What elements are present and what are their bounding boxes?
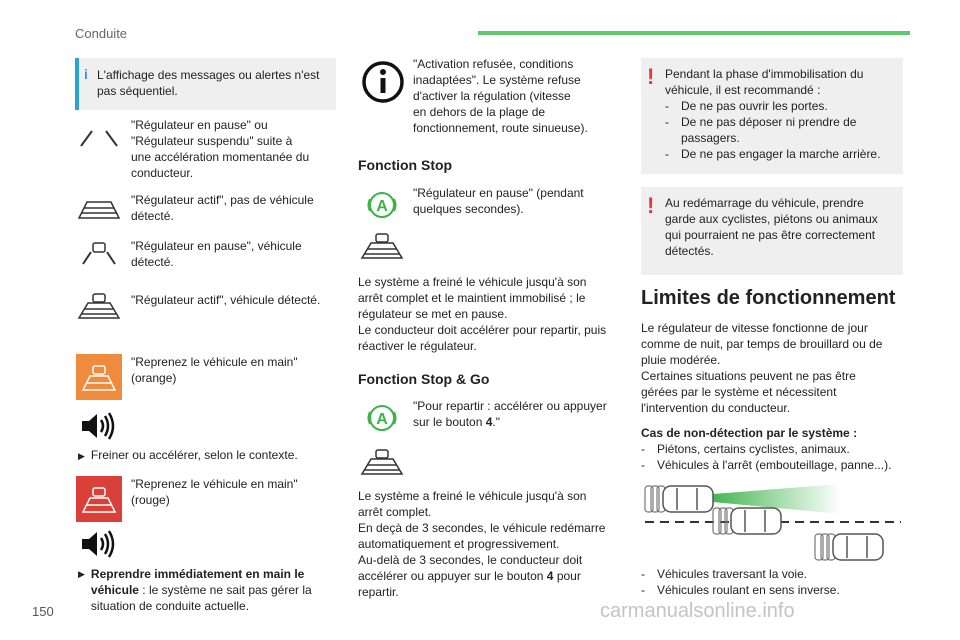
stopgo-paragraph: Le système a freiné le véhicule jusqu'à son arrêt complet. En deçà de 3 secondes, le véhicule redémarre automatiquement et progressivement. Au-delà de 3 secondes, le conducteur doit accélérer ou appuyer sur le bouton 4 pour repartir. xyxy=(358,489,606,599)
a-green-icon xyxy=(365,190,399,220)
speaker-icon xyxy=(80,530,118,558)
section-title: Conduite xyxy=(75,26,128,41)
item-pause-vehicule: "Régulateur en pause", véhicule détecté. xyxy=(131,239,302,269)
arrow-bullet-icon: ▶ xyxy=(78,569,85,579)
info-bar xyxy=(75,58,79,110)
nondetect-section: Cas de non-détection par le système : - Piétons, certains cyclistes, animaux. - Véhicules à l'arrêt (embouteillage, panne...). xyxy=(641,426,892,472)
lane-lines-icon xyxy=(75,128,123,148)
stop-paragraph: Le système a freiné le véhicule jusqu'à son arrêt complet et le maintient immobilisé ; le régulateur se met en pause. Le conducteur doit accélérer pour repartir, puis réactiver le régulateur. xyxy=(358,275,607,353)
activation-refused-text: "Activation refusée, conditions inadaptées". Le système refuse d'activer la régulation (vitesse en dehors de la plage de fonctionnement, route sinueuse). xyxy=(413,57,588,135)
warning-text: Au redémarrage du véhicule, prendre garde aux cyclistes, piétons ou animaux qui pourraient ne pas être correctement détectés. xyxy=(665,196,878,258)
a-green-icon xyxy=(365,403,399,433)
warning-text: Pendant la phase d'immobilisation du véhicule, il est recommandé : - De ne pas ouvrir les portes. - De ne pas déposer ni prendre de passagers. - De ne pas engager la marche arrière. xyxy=(665,67,881,161)
radar-cars-illustration xyxy=(641,480,905,566)
item-regulateur-pause: "Régulateur en pause" ou "Régulateur suspendu" suite à une accélération momentanée du conducteur. xyxy=(131,118,310,180)
bullet-freiner: ▶ Freiner ou accélérer, selon le contexte. xyxy=(78,448,298,462)
bottom-list: - Véhicules traversant la voie. - Véhicules roulant en sens inverse. xyxy=(641,567,840,597)
svg-text:A: A xyxy=(376,198,388,215)
stop-message: "Régulateur en pause" (pendant quelques secondes). xyxy=(413,186,584,216)
watermark: carmanualsonline.info xyxy=(600,600,795,622)
lane-road-active-icon xyxy=(75,198,123,220)
limits-title: Limites de fonctionnement xyxy=(641,287,896,309)
header-accent-bar xyxy=(478,31,910,35)
warning-icon: ! xyxy=(647,64,655,89)
bullet-reprendre: ▶ Reprendre immédiatement en main le véhicule : le système ne sait pas gérer la situation de conduite actuelle. xyxy=(78,567,312,613)
warning-icon: ! xyxy=(647,193,655,218)
takeover-orange-icon xyxy=(76,354,122,400)
warning-box-redemarrage xyxy=(641,187,903,275)
item-actif-vehicule: "Régulateur actif", véhicule détecté. xyxy=(131,293,321,307)
vehicle-stopped-icon xyxy=(358,448,406,476)
vehicle-ahead-pause-icon xyxy=(75,240,123,266)
item-reprenez-orange: "Reprenez le véhicule en main" (orange) xyxy=(131,355,298,385)
fonction-stop-title: Fonction Stop xyxy=(358,157,453,173)
stopgo-message: "Pour repartir : accélérer ou appuyer sur le bouton 4." xyxy=(413,399,607,429)
warning-box-immobilisation xyxy=(641,58,903,174)
info-note-box xyxy=(75,58,336,110)
arrow-bullet-icon: ▶ xyxy=(78,451,85,461)
info-icon: i xyxy=(84,66,88,82)
svg-text:A: A xyxy=(376,411,388,428)
speaker-icon xyxy=(80,412,118,440)
vehicle-ahead-active-icon xyxy=(75,292,123,320)
takeover-red-icon xyxy=(76,476,122,522)
item-reprenez-rouge: "Reprenez le véhicule en main" (rouge) xyxy=(131,477,298,507)
vehicle-stopped-icon xyxy=(358,232,406,260)
page-number: 150 xyxy=(32,604,54,619)
item-regulateur-actif: "Régulateur actif", pas de véhicule détecté. xyxy=(131,193,314,223)
limits-paragraph: Le régulateur de vitesse fonctionne de jour comme de nuit, par temps de brouillard ou de pluie modérée. Certaines situations peuvent ne pas être gérées par le système et nécessitent l'intervention du conducteur. xyxy=(641,321,883,415)
activation-refused-icon xyxy=(361,60,405,104)
info-note-text: L'affichage des messages ou alertes n'est pas séquentiel. xyxy=(97,68,320,98)
fonction-stopgo-title: Fonction Stop & Go xyxy=(358,371,490,387)
